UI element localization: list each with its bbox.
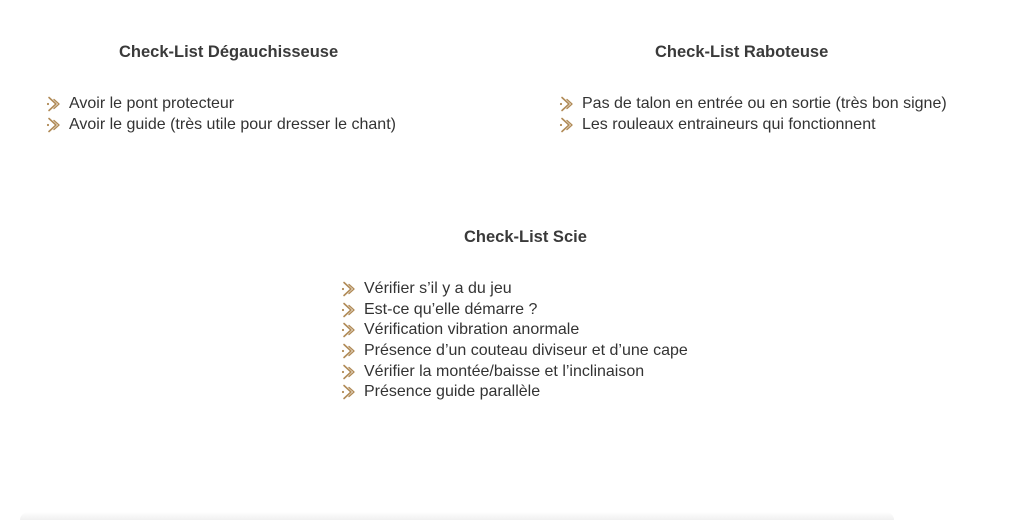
- checklist: [341, 279, 761, 403]
- list-item: [341, 361, 761, 382]
- list-item: [341, 382, 761, 403]
- checklist-scie: [341, 227, 761, 403]
- section-title: Check-List Dégauchisseuse: [119, 43, 339, 61]
- bottom-shadow: [20, 512, 894, 520]
- list-item: [341, 279, 761, 300]
- list-item: [46, 115, 486, 136]
- double-chevron-right-icon: [341, 281, 359, 297]
- list-item: [341, 341, 761, 362]
- double-chevron-right-icon: [46, 117, 64, 133]
- list-item-label: Vérifier la montée/baisse et l’inclinaison: [364, 362, 645, 380]
- list-item: [559, 115, 999, 136]
- list-item-label: Présence d’un couteau diviseur et d’une cape: [364, 342, 688, 360]
- section-title: Check-List Raboteuse: [655, 43, 829, 61]
- double-chevron-right-icon: [341, 302, 359, 318]
- double-chevron-right-icon: [559, 96, 577, 112]
- double-chevron-right-icon: [341, 384, 359, 400]
- section-title: Check-List Scie: [464, 228, 587, 246]
- list-item-label: Pas de talon en entrée ou en sortie (très bon signe): [582, 95, 947, 113]
- list-item-label: Avoir le guide (très utile pour dresser le chant): [69, 115, 396, 133]
- double-chevron-right-icon: [341, 322, 359, 338]
- checklist-raboteuse: [559, 42, 999, 135]
- list-item-label: Présence guide parallèle: [364, 383, 541, 401]
- double-chevron-right-icon: [341, 364, 359, 380]
- double-chevron-right-icon: [559, 117, 577, 133]
- list-item-label: Les rouleaux entraineurs qui fonctionnent: [582, 115, 876, 133]
- list-item-label: Avoir le pont protecteur: [69, 95, 235, 113]
- checklist: [46, 94, 486, 135]
- checklist: [559, 94, 999, 135]
- list-item: [341, 320, 761, 341]
- list-item-label: Vérifier s’il y a du jeu: [364, 280, 512, 298]
- list-item: [341, 300, 761, 321]
- list-item: [46, 94, 486, 115]
- list-item: [559, 94, 999, 115]
- list-item-label: Est-ce qu’elle démarre ?: [364, 300, 538, 318]
- list-item-label: Vérification vibration anormale: [364, 321, 580, 339]
- double-chevron-right-icon: [341, 343, 359, 359]
- double-chevron-right-icon: [46, 96, 64, 112]
- checklist-degauchisseuse: [46, 42, 486, 135]
